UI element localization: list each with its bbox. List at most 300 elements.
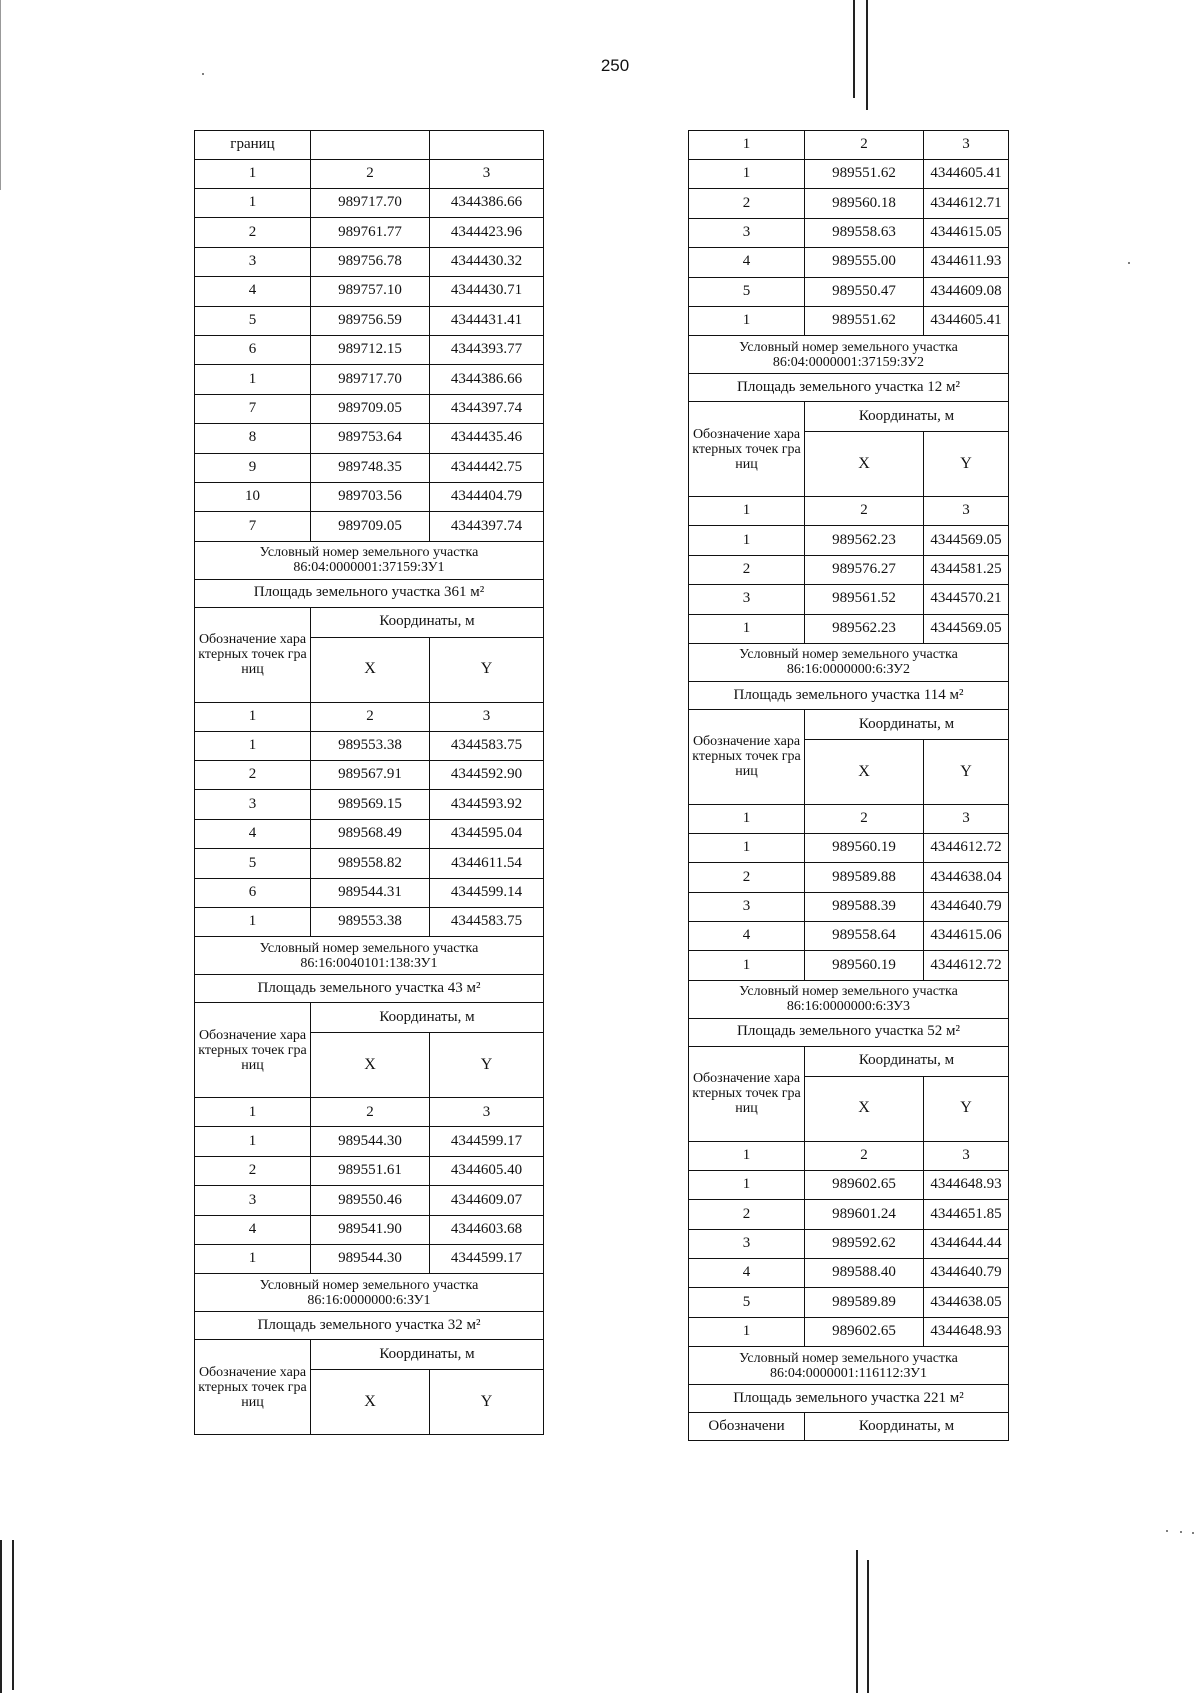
y-coordinate: 4344648.93 xyxy=(924,1170,1009,1199)
point-row xyxy=(195,908,544,937)
point-number: 1 xyxy=(689,1170,805,1199)
point-number: 2 xyxy=(195,218,311,247)
area-row xyxy=(689,681,1009,709)
cadastral-caption: Условный номер земельного участка xyxy=(259,1277,479,1293)
area-value: 114 xyxy=(923,686,946,703)
x-header: X xyxy=(311,637,430,702)
cadastral-row xyxy=(195,937,544,975)
y-header: Y xyxy=(924,739,1009,804)
x-header: X xyxy=(805,432,924,497)
point-number: 1 xyxy=(195,908,311,937)
cadastral-number-cell xyxy=(689,336,1009,374)
point-row xyxy=(195,394,544,423)
y-coordinate: 4344397.74 xyxy=(430,512,544,541)
x-coordinate: 989544.30 xyxy=(311,1127,430,1156)
area-unit: м² xyxy=(470,584,485,601)
point-row xyxy=(195,247,544,276)
point-row xyxy=(195,189,544,218)
designation-header: Обозначение характерных точек границ xyxy=(195,1340,311,1435)
cadastral-number-cell xyxy=(195,1274,544,1312)
column-number: 3 xyxy=(924,131,1009,160)
point-number: 4 xyxy=(195,277,311,306)
point-number: 4 xyxy=(689,922,805,951)
point-number: 2 xyxy=(689,555,805,584)
y-header: Y xyxy=(924,432,1009,497)
column-number-row xyxy=(689,497,1009,526)
point-number: 3 xyxy=(689,892,805,921)
x-coordinate: 989757.10 xyxy=(311,277,430,306)
point-row xyxy=(689,951,1009,980)
y-coordinate: 4344609.08 xyxy=(924,277,1009,306)
scan-fold-mark xyxy=(866,0,868,110)
area-cell xyxy=(689,374,1009,402)
coords-header-row xyxy=(195,1003,544,1033)
cadastral-row xyxy=(689,980,1009,1018)
point-row xyxy=(195,306,544,335)
area-label: Площадь земельного участка xyxy=(733,1389,920,1406)
column-number: 1 xyxy=(689,1141,805,1170)
point-row xyxy=(195,819,544,848)
scan-edge-mark xyxy=(0,0,1,190)
y-header: Y xyxy=(430,637,544,702)
coords-header-row xyxy=(195,607,544,637)
cadastral-row xyxy=(689,643,1009,681)
point-row xyxy=(689,863,1009,892)
cadastral-number-cell xyxy=(689,980,1009,1018)
y-coordinate: 4344435.46 xyxy=(430,424,544,453)
area-unit: м² xyxy=(946,1023,960,1040)
cadastral-number: 86:16:0000000:6:ЗУ2 xyxy=(786,662,911,678)
y-coordinate: 4344609.07 xyxy=(430,1186,544,1215)
point-row xyxy=(689,1288,1009,1317)
y-coordinate: 4344595.04 xyxy=(430,819,544,848)
x-coordinate: 989712.15 xyxy=(311,335,430,364)
scan-fold-mark xyxy=(853,0,855,98)
column-number-row xyxy=(689,804,1009,833)
point-number: 4 xyxy=(689,1259,805,1288)
x-coordinate: 989601.24 xyxy=(805,1200,924,1229)
y-coordinate: 4344423.96 xyxy=(430,218,544,247)
point-row xyxy=(195,1156,544,1185)
y-coordinate: 4344615.05 xyxy=(924,218,1009,247)
y-coordinate: 4344612.71 xyxy=(924,189,1009,218)
column-number: 1 xyxy=(689,497,805,526)
x-coordinate: 989589.89 xyxy=(805,1288,924,1317)
point-number: 3 xyxy=(195,247,311,276)
cadastral-number: 86:04:0000001:37159:ЗУ2 xyxy=(772,354,925,370)
point-row xyxy=(689,922,1009,951)
x-header: X xyxy=(805,1076,924,1141)
x-coordinate: 989553.38 xyxy=(311,908,430,937)
point-number: 1 xyxy=(689,526,805,555)
point-row xyxy=(195,1186,544,1215)
point-number: 9 xyxy=(195,453,311,482)
point-number: 3 xyxy=(689,1229,805,1258)
point-number: 3 xyxy=(195,790,311,819)
y-coordinate: 4344569.05 xyxy=(924,614,1009,643)
y-header: Y xyxy=(430,1033,544,1098)
point-number: 1 xyxy=(689,951,805,980)
x-header: X xyxy=(805,739,924,804)
area-row xyxy=(195,579,544,607)
y-coordinate: 4344612.72 xyxy=(924,951,1009,980)
point-number: 4 xyxy=(195,819,311,848)
point-row xyxy=(689,160,1009,189)
continued-header-row xyxy=(195,131,544,160)
cadastral-number-cell xyxy=(689,643,1009,681)
point-row xyxy=(689,1259,1009,1288)
column-number-row xyxy=(195,1098,544,1127)
column-number-row xyxy=(195,702,544,731)
x-coordinate: 989589.88 xyxy=(805,863,924,892)
x-coordinate: 989558.63 xyxy=(805,218,924,247)
point-row xyxy=(195,277,544,306)
point-row xyxy=(689,1317,1009,1346)
point-row xyxy=(689,1200,1009,1229)
scan-edge-mark xyxy=(0,1540,2,1693)
x-coordinate: 989560.19 xyxy=(805,833,924,862)
area-value: 12 xyxy=(927,378,943,395)
column-number: 3 xyxy=(924,804,1009,833)
designation-header: Обозначение характерных точек границ xyxy=(195,607,311,702)
x-coordinate: 989703.56 xyxy=(311,482,430,511)
x-header: X xyxy=(311,1033,430,1098)
designation-header: Обозначение характерных точек границ xyxy=(689,709,805,804)
scan-speck xyxy=(1192,1532,1194,1534)
x-coordinate: 989550.46 xyxy=(311,1186,430,1215)
x-coordinate: 989709.05 xyxy=(311,512,430,541)
column-number: 3 xyxy=(430,160,544,189)
x-coordinate: 989602.65 xyxy=(805,1317,924,1346)
y-header: Y xyxy=(924,1076,1009,1141)
cadastral-row xyxy=(689,336,1009,374)
x-coordinate: 989558.64 xyxy=(805,922,924,951)
y-coordinate: 4344640.79 xyxy=(924,892,1009,921)
area-cell xyxy=(195,579,544,607)
left-coordinates-table xyxy=(194,130,544,1435)
x-coordinate: 989748.35 xyxy=(311,453,430,482)
point-number: 1 xyxy=(195,1127,311,1156)
y-coordinate: 4344640.79 xyxy=(924,1259,1009,1288)
y-coordinate: 4344569.05 xyxy=(924,526,1009,555)
point-number: 3 xyxy=(689,585,805,614)
y-coordinate: 4344442.75 xyxy=(430,453,544,482)
y-coordinate: 4344431.41 xyxy=(430,306,544,335)
y-coordinate: 4344404.79 xyxy=(430,482,544,511)
x-coordinate: 989568.49 xyxy=(311,819,430,848)
column-number: 3 xyxy=(430,1098,544,1127)
point-row xyxy=(689,526,1009,555)
x-coordinate: 989550.47 xyxy=(805,277,924,306)
coords-header-row xyxy=(689,1046,1009,1076)
point-number: 6 xyxy=(195,878,311,907)
column-number: 2 xyxy=(311,1098,430,1127)
column-number: 1 xyxy=(689,804,805,833)
coords-header: Координаты, м xyxy=(311,1003,544,1033)
x-coordinate: 989551.62 xyxy=(805,306,924,335)
area-unit: м² xyxy=(466,1317,481,1333)
area-unit: м² xyxy=(466,980,481,997)
designation-header: Обозначени xyxy=(689,1413,805,1441)
scan-fold-mark xyxy=(867,1560,869,1693)
y-coordinate: 4344583.75 xyxy=(430,908,544,937)
scan-speck xyxy=(202,73,204,75)
point-number: 5 xyxy=(689,277,805,306)
point-row xyxy=(195,1244,544,1273)
y-coordinate: 4344638.04 xyxy=(924,863,1009,892)
point-row xyxy=(195,761,544,790)
coords-header: Координаты, м xyxy=(311,1340,544,1370)
x-coordinate: 989553.38 xyxy=(311,731,430,760)
cadastral-number: 86:04:0000001:37159:ЗУ1 xyxy=(293,560,445,576)
point-number: 3 xyxy=(689,218,805,247)
point-row xyxy=(195,1215,544,1244)
x-coordinate: 989717.70 xyxy=(311,365,430,394)
designation-header: Обозначение характерных точек границ xyxy=(195,1003,311,1098)
point-number: 1 xyxy=(689,160,805,189)
x-coordinate: 989756.59 xyxy=(311,306,430,335)
area-label: Площадь земельного участка xyxy=(733,686,921,703)
point-number: 1 xyxy=(689,614,805,643)
x-coordinate: 989555.00 xyxy=(805,248,924,277)
cadastral-row xyxy=(195,1274,544,1312)
y-coordinate: 4344605.40 xyxy=(430,1156,544,1185)
cadastral-number: 86:04:0000001:116112:ЗУ1 xyxy=(769,1365,928,1381)
x-coordinate: 989588.40 xyxy=(805,1259,924,1288)
x-header: X xyxy=(311,1370,430,1435)
point-number: 1 xyxy=(195,1244,311,1273)
point-number: 2 xyxy=(689,863,805,892)
point-number: 4 xyxy=(195,1215,311,1244)
coords-header: Координаты, м xyxy=(805,402,1009,432)
point-row xyxy=(689,585,1009,614)
scan-speck xyxy=(1128,262,1130,264)
y-coordinate: 4344605.41 xyxy=(924,160,1009,189)
point-number: 2 xyxy=(689,1200,805,1229)
point-number: 1 xyxy=(195,365,311,394)
x-coordinate: 989560.18 xyxy=(805,189,924,218)
cadastral-number: 86:16:0000000:6:ЗУ1 xyxy=(307,1292,431,1308)
y-coordinate: 4344605.41 xyxy=(924,306,1009,335)
area-label: Площадь земельного участка xyxy=(737,378,924,395)
area-value: 361 xyxy=(444,584,467,601)
y-coordinate: 4344386.66 xyxy=(430,189,544,218)
cadastral-number-cell xyxy=(689,1347,1009,1385)
point-row xyxy=(195,218,544,247)
y-coordinate: 4344583.75 xyxy=(430,731,544,760)
x-coordinate: 989551.62 xyxy=(805,160,924,189)
y-coordinate: 4344581.25 xyxy=(924,555,1009,584)
point-row xyxy=(689,189,1009,218)
area-cell xyxy=(689,1385,1009,1413)
point-number: 2 xyxy=(195,761,311,790)
scan-speck xyxy=(1166,1530,1168,1532)
area-label: Площадь земельного участка xyxy=(257,980,444,997)
area-cell xyxy=(195,975,544,1003)
x-coordinate: 989753.64 xyxy=(311,424,430,453)
point-row xyxy=(689,1170,1009,1199)
scan-edge-mark xyxy=(12,1540,14,1690)
x-coordinate: 989592.62 xyxy=(805,1229,924,1258)
y-coordinate: 4344393.77 xyxy=(430,335,544,364)
x-coordinate: 989709.05 xyxy=(311,394,430,423)
x-coordinate: 989551.61 xyxy=(311,1156,430,1185)
cadastral-number: 86:16:0040101:138:ЗУ1 xyxy=(300,955,438,971)
column-number: 3 xyxy=(924,1141,1009,1170)
point-row xyxy=(689,248,1009,277)
y-coordinate: 4344397.74 xyxy=(430,394,544,423)
x-coordinate: 989569.15 xyxy=(311,790,430,819)
x-coordinate: 989541.90 xyxy=(311,1215,430,1244)
point-number: 2 xyxy=(689,189,805,218)
area-value: 43 xyxy=(447,980,463,997)
point-number: 7 xyxy=(195,512,311,541)
area-value: 32 xyxy=(447,1317,463,1333)
area-label: Площадь земельного участка xyxy=(257,1317,444,1333)
point-number: 1 xyxy=(195,731,311,760)
column-number: 1 xyxy=(195,160,311,189)
column-number: 2 xyxy=(311,160,430,189)
y-header: Y xyxy=(430,1370,544,1435)
area-unit: м² xyxy=(949,686,964,703)
point-number: 1 xyxy=(689,1317,805,1346)
area-unit: м² xyxy=(946,378,960,395)
coords-header-row xyxy=(689,402,1009,432)
point-number: 8 xyxy=(195,424,311,453)
coords-header-row xyxy=(689,1413,1009,1441)
area-label: Площадь земельного участка xyxy=(737,1023,924,1040)
cadastral-row xyxy=(195,541,544,579)
area-row xyxy=(689,1385,1009,1413)
column-number: 3 xyxy=(924,497,1009,526)
x-coordinate: 989562.23 xyxy=(805,614,924,643)
point-number: 3 xyxy=(195,1186,311,1215)
column-number: 2 xyxy=(805,1141,924,1170)
point-row xyxy=(195,849,544,878)
area-value: 52 xyxy=(927,1023,943,1040)
right-coordinates-table xyxy=(688,130,1009,1441)
cadastral-caption: Условный номер земельного участка xyxy=(739,984,958,1000)
point-row xyxy=(195,790,544,819)
column-number-row xyxy=(195,160,544,189)
point-row xyxy=(195,482,544,511)
point-number: 4 xyxy=(689,248,805,277)
cadastral-caption: Условный номер земельного участка xyxy=(259,545,479,561)
point-row xyxy=(195,1127,544,1156)
y-coordinate: 4344644.44 xyxy=(924,1229,1009,1258)
y-coordinate: 4344592.90 xyxy=(430,761,544,790)
point-row xyxy=(195,731,544,760)
point-number: 1 xyxy=(195,189,311,218)
point-number: 5 xyxy=(195,306,311,335)
area-unit: м² xyxy=(949,1389,964,1406)
designation-header: Обозначение характерных точек границ xyxy=(689,1046,805,1141)
point-row xyxy=(689,833,1009,862)
area-value: 221 xyxy=(923,1389,946,1406)
point-row xyxy=(195,335,544,364)
column-number: 1 xyxy=(195,702,311,731)
cadastral-number: 86:16:0000000:6:ЗУ3 xyxy=(786,999,911,1015)
area-cell xyxy=(689,681,1009,709)
y-coordinate: 4344599.17 xyxy=(430,1244,544,1273)
x-coordinate: 989576.27 xyxy=(805,555,924,584)
y-coordinate: 4344430.32 xyxy=(430,247,544,276)
point-number: 1 xyxy=(689,833,805,862)
point-row xyxy=(689,614,1009,643)
coords-header: Координаты, м xyxy=(311,607,544,637)
cadastral-number-cell xyxy=(195,937,544,975)
cadastral-caption: Условный номер земельного участка xyxy=(259,940,479,956)
y-coordinate: 4344651.85 xyxy=(924,1200,1009,1229)
column-number: 1 xyxy=(689,131,805,160)
x-coordinate: 989588.39 xyxy=(805,892,924,921)
y-coordinate: 4344603.68 xyxy=(430,1215,544,1244)
coords-header-row xyxy=(689,709,1009,739)
point-number: 5 xyxy=(195,849,311,878)
y-coordinate: 4344386.66 xyxy=(430,365,544,394)
point-number: 10 xyxy=(195,482,311,511)
area-cell xyxy=(195,1312,544,1340)
column-number: 2 xyxy=(805,131,924,160)
column-number: 1 xyxy=(195,1098,311,1127)
cadastral-number-cell xyxy=(195,541,544,579)
area-row xyxy=(689,1018,1009,1046)
point-number: 2 xyxy=(195,1156,311,1185)
cadastral-row xyxy=(689,1347,1009,1385)
cadastral-caption: Условный номер земельного участка xyxy=(739,339,958,355)
y-coordinate: 4344611.54 xyxy=(430,849,544,878)
column-number: 3 xyxy=(430,702,544,731)
area-cell xyxy=(689,1018,1009,1046)
column-number: 2 xyxy=(311,702,430,731)
point-row xyxy=(689,306,1009,335)
scan-fold-mark xyxy=(856,1550,858,1693)
area-row xyxy=(689,374,1009,402)
x-coordinate: 989544.30 xyxy=(311,1244,430,1273)
column-number: 2 xyxy=(805,804,924,833)
x-coordinate: 989558.82 xyxy=(311,849,430,878)
point-number: 6 xyxy=(195,335,311,364)
y-coordinate: 4344638.05 xyxy=(924,1288,1009,1317)
x-coordinate: 989544.31 xyxy=(311,878,430,907)
x-coordinate: 989560.19 xyxy=(805,951,924,980)
y-coordinate: 4344593.92 xyxy=(430,790,544,819)
point-row xyxy=(689,1229,1009,1258)
right-table-body xyxy=(689,131,1009,1441)
x-coordinate: 989717.70 xyxy=(311,189,430,218)
x-coordinate: 989562.23 xyxy=(805,526,924,555)
column-number-row xyxy=(689,1141,1009,1170)
point-row xyxy=(689,555,1009,584)
y-coordinate: 4344599.14 xyxy=(430,878,544,907)
y-coordinate: 4344570.21 xyxy=(924,585,1009,614)
point-row xyxy=(195,424,544,453)
empty-cell xyxy=(311,131,430,160)
y-coordinate: 4344615.06 xyxy=(924,922,1009,951)
area-label: Площадь земельного участка xyxy=(253,584,441,601)
point-row xyxy=(689,277,1009,306)
designation-header: Обозначение характерных точек границ xyxy=(689,402,805,497)
area-row xyxy=(195,1312,544,1340)
coords-header: Координаты, м xyxy=(805,1046,1009,1076)
column-number: 2 xyxy=(805,497,924,526)
y-coordinate: 4344599.17 xyxy=(430,1127,544,1156)
point-row xyxy=(195,365,544,394)
point-row xyxy=(689,892,1009,921)
designation-tail: границ xyxy=(195,131,311,160)
area-row xyxy=(195,975,544,1003)
y-coordinate: 4344430.71 xyxy=(430,277,544,306)
